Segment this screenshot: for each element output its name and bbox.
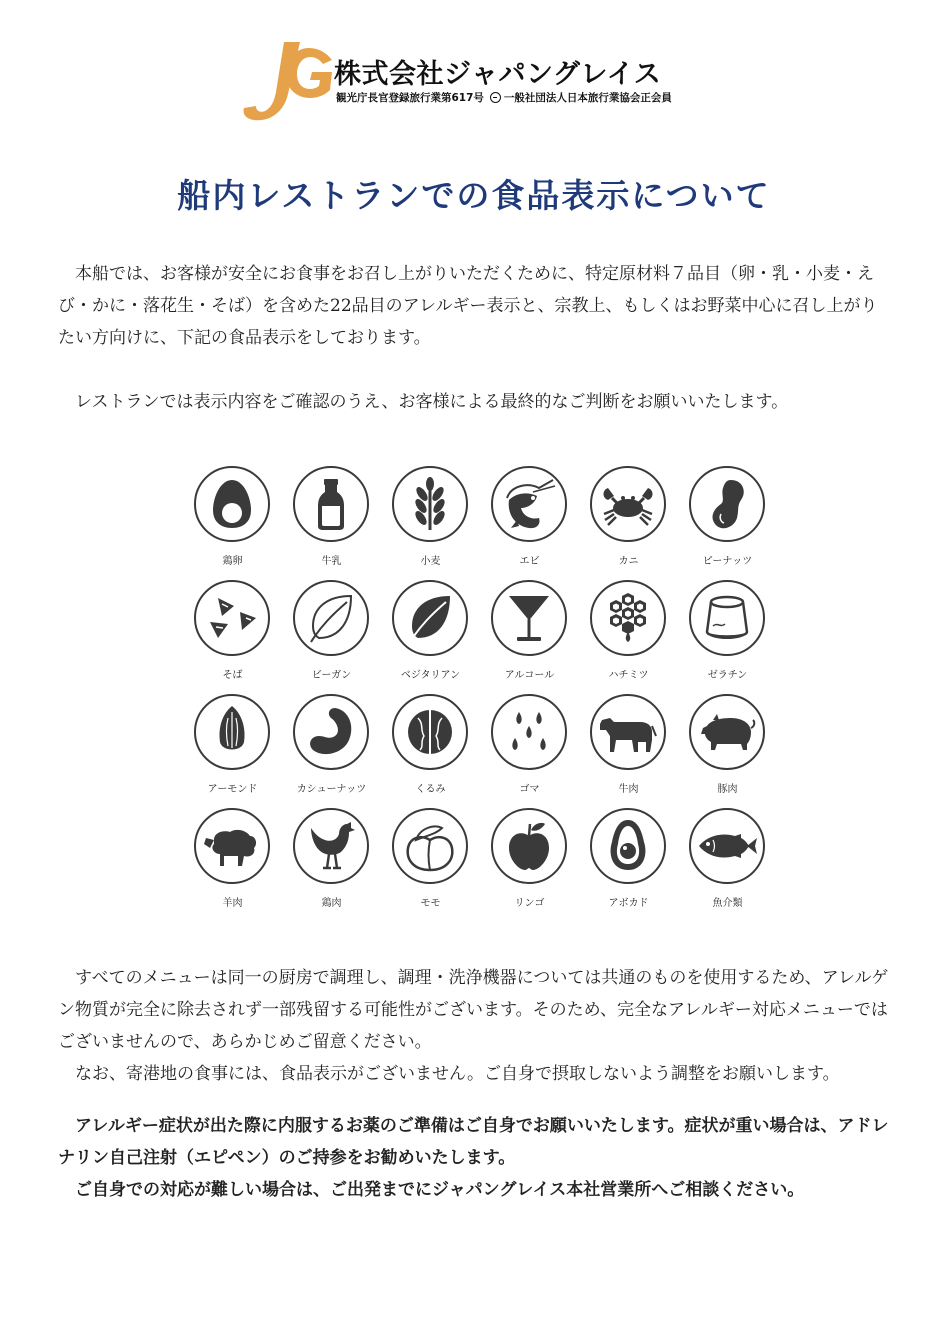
intro-section-2 <box>58 386 894 418</box>
food-label-avocado <box>580 808 679 918</box>
icon-label: エビ <box>519 556 540 567</box>
milk-icon <box>295 468 367 540</box>
food-label-pork <box>679 694 778 804</box>
icon-label: アボカド <box>608 898 649 909</box>
icon-label: そば <box>222 670 243 681</box>
warnings-section <box>58 1110 894 1206</box>
wheat-icon <box>394 468 466 540</box>
honeycomb-icon <box>592 582 664 654</box>
company-logo-icon <box>240 36 336 126</box>
icon-label: モモ <box>420 898 441 909</box>
icon-label: くるみ <box>415 784 446 795</box>
food-label-wheat <box>382 466 481 576</box>
intro-paragraph-2: レストランでは表示内容をご確認のうえ、お客様による最終的なご判断をお願いいたします。 <box>75 392 789 412</box>
icon-label: 小麦 <box>420 556 441 567</box>
vegan-leaf-icon <box>295 582 367 654</box>
icon-label: ピーナッツ <box>702 556 753 567</box>
intro-section <box>58 258 894 354</box>
food-label-shrimp <box>481 466 580 576</box>
pig-icon <box>691 696 763 768</box>
icon-label: ベジタリアン <box>400 670 461 681</box>
icon-label: 牛肉 <box>618 784 639 795</box>
icon-label: リンゴ <box>514 898 545 909</box>
food-label-peanut <box>679 466 778 576</box>
walnut-icon <box>394 696 466 768</box>
shrimp-icon <box>493 468 565 540</box>
food-label-apple <box>481 808 580 918</box>
egg-icon <box>196 468 268 540</box>
food-label-cashew <box>283 694 382 804</box>
food-label-almond <box>184 694 283 804</box>
icon-label: アルコール <box>504 670 555 681</box>
buckwheat-icon <box>196 582 268 654</box>
notes-paragraph-1: すべてのメニューは同一の厨房で調理し、調理・洗浄機器については共通のものを使用するため、アレルゲン物質が完全に除去されず一部残留する可能性がございます。そのため、完全なアレルギー対応メニューではございませんので、あらかじめご留意ください。 <box>58 968 889 1052</box>
food-label-chicken <box>283 808 382 918</box>
cocktail-icon <box>493 582 565 654</box>
food-label-honey <box>580 580 679 690</box>
food-label-seafood <box>679 808 778 918</box>
apple-icon <box>493 810 565 882</box>
icon-label: 魚介類 <box>712 898 743 909</box>
fish-icon <box>691 810 763 882</box>
icon-label: 羊肉 <box>222 898 243 909</box>
crab-icon <box>592 468 664 540</box>
company-header <box>240 36 720 128</box>
food-label-alcohol <box>481 580 580 690</box>
icon-label: ハチミツ <box>608 670 649 681</box>
sheep-icon <box>196 810 268 882</box>
gelatin-icon <box>691 582 763 654</box>
icon-label: ゼラチン <box>707 670 748 681</box>
company-registration <box>336 90 672 105</box>
notes-paragraph-2: なお、寄港地の食事には、食品表示がございません。ご自身で摂取しないよう調整をお願いします。 <box>75 1064 840 1084</box>
vegetarian-leaf-icon <box>394 582 466 654</box>
food-label-walnut <box>382 694 481 804</box>
sesame-icon <box>493 696 565 768</box>
association-mark-icon <box>490 92 501 103</box>
cow-icon <box>592 696 664 768</box>
icon-label: カシューナッツ <box>296 784 367 795</box>
icon-label: 鶏卵 <box>222 556 243 567</box>
food-label-milk <box>283 466 382 576</box>
icon-label: 牛乳 <box>321 556 342 567</box>
almond-icon <box>196 696 268 768</box>
food-label-vegan <box>283 580 382 690</box>
notes-section <box>58 962 894 1090</box>
intro-paragraph-1: 本船では、お客様が安全にお食事をお召し上がりいただくために、特定原材料７品目（卵・乳・小麦・えび・かに・落花生・そば）を含めた22品目のアレルギー表示と、宗教上、もしくはお野菜中心に召し上がりたい方向けに、下記の食品表示をしております。 <box>58 264 878 348</box>
cashew-icon <box>295 696 367 768</box>
icon-label: 豚肉 <box>717 784 738 795</box>
warnings-paragraph-2: ご自身での対応が難しい場合は、ご出発までにジャパングレイス本社営業所へご相談ください。 <box>75 1180 805 1200</box>
avocado-icon <box>592 810 664 882</box>
registration-number: 観光庁長官登録旅行業第617号 <box>336 92 484 104</box>
food-label-beef <box>580 694 679 804</box>
icon-label: カニ <box>618 556 639 567</box>
food-label-gelatin <box>679 580 778 690</box>
icon-label: アーモンド <box>207 784 258 795</box>
food-label-buckwheat <box>184 580 283 690</box>
food-label-peach <box>382 808 481 918</box>
peanut-icon <box>691 468 763 540</box>
company-name: 株式会社ジャパングレイス <box>334 59 662 90</box>
icon-label: 鶏肉 <box>321 898 342 909</box>
food-label-vegetarian <box>382 580 481 690</box>
warnings-paragraph-1: アレルギー症状が出た際に内服するお薬のご準備はご自身でお願いいたします。症状が重い場合は、アドレナリン自己注射（エピペン）のご持参をお勧めいたします。 <box>58 1116 889 1168</box>
association-membership: 一般社団法人日本旅行業協会正会員 <box>503 92 672 104</box>
page-title: 船内レストランでの食品表示について <box>177 176 771 215</box>
food-label-crab <box>580 466 679 576</box>
icon-label: ビーガン <box>311 670 352 681</box>
food-label-lamb <box>184 808 283 918</box>
chicken-icon <box>295 810 367 882</box>
food-label-sesame <box>481 694 580 804</box>
peach-icon <box>394 810 466 882</box>
food-label-egg <box>184 466 283 576</box>
icon-label: ゴマ <box>519 784 540 795</box>
